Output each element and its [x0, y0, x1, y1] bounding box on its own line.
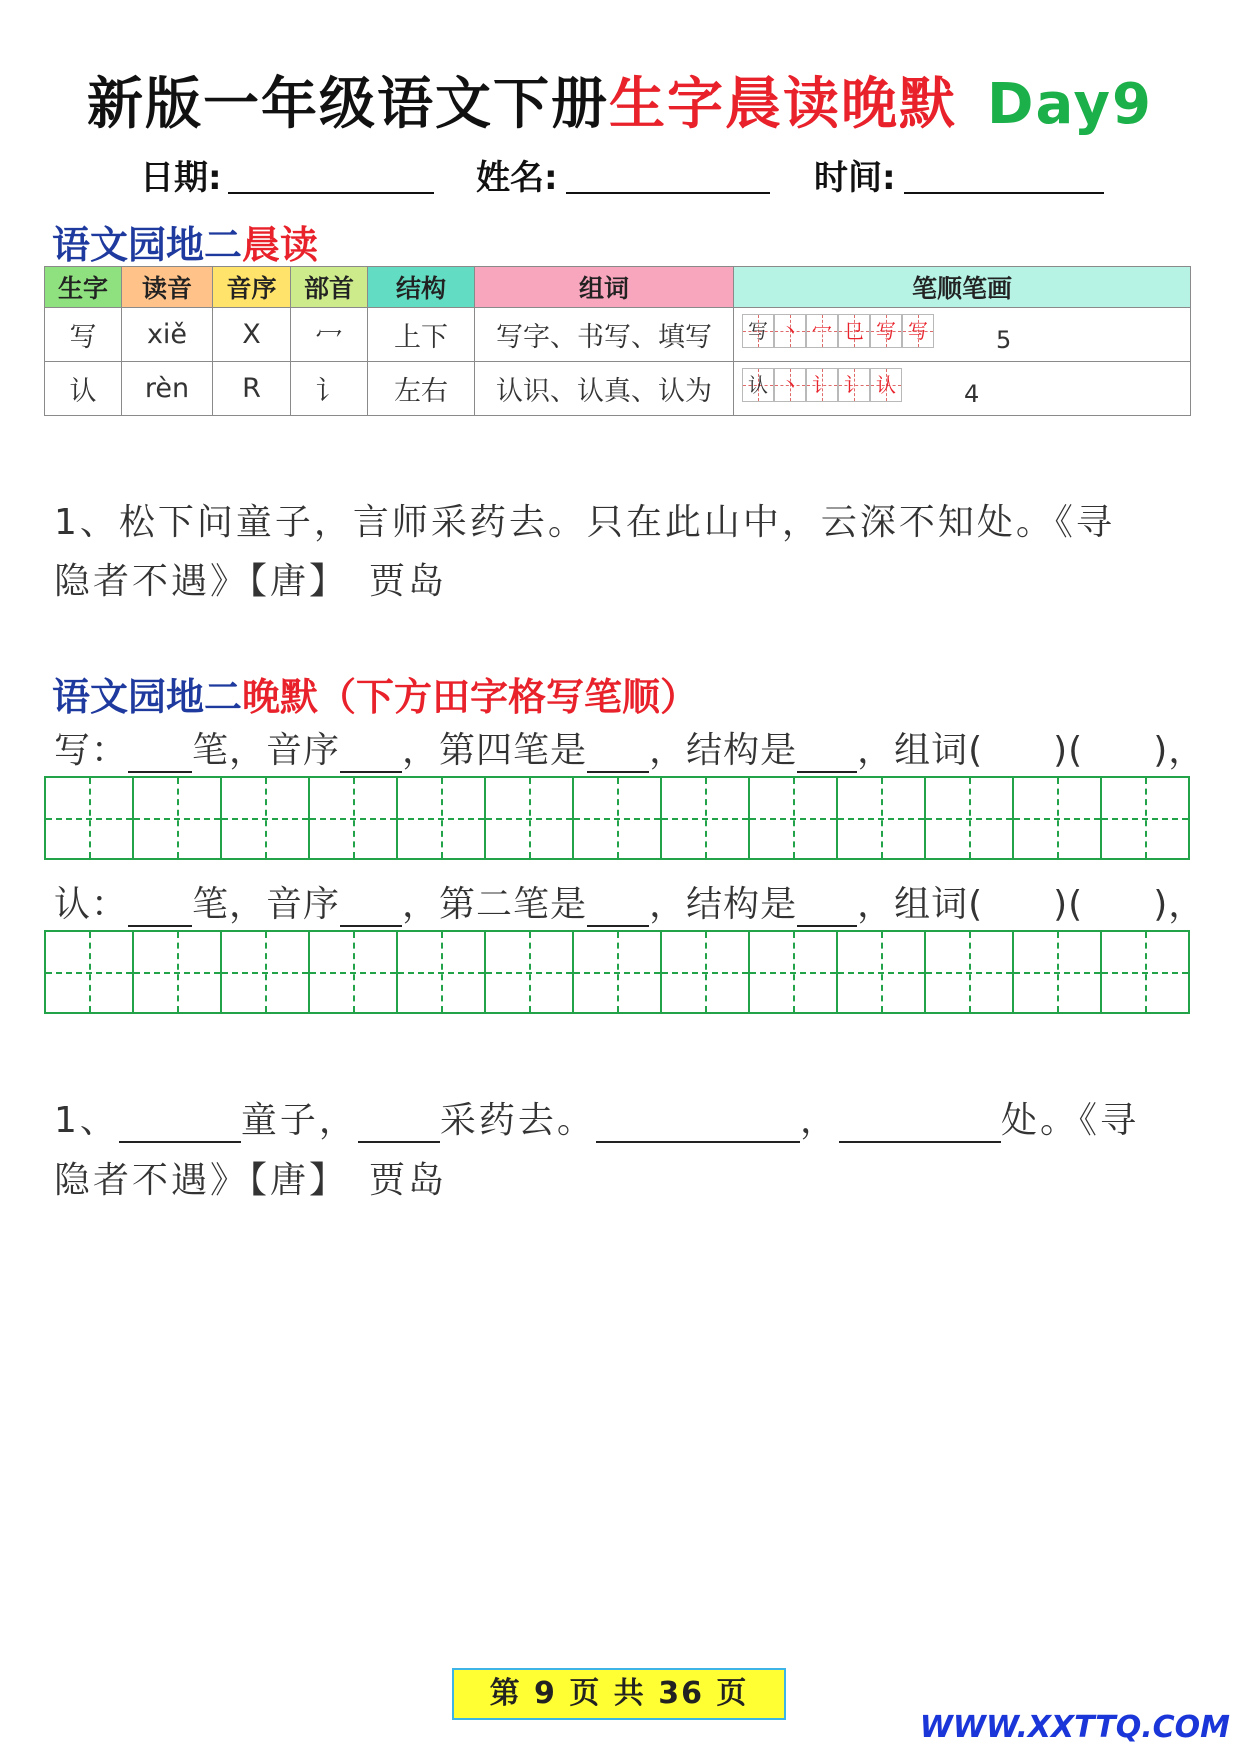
- practice-text: )，: [1153, 884, 1206, 925]
- tianzige-cell[interactable]: [838, 932, 926, 1012]
- tianzige-cell[interactable]: [662, 778, 750, 858]
- tianzige-cell[interactable]: [398, 932, 486, 1012]
- poem-line-1: 1、松下问童子，言师采药去。只在此山中，云深不知处。《寻: [54, 502, 1115, 543]
- practice-colon: ：: [91, 730, 129, 771]
- practice-text: 笔，音序: [192, 730, 341, 771]
- practice-text: ，组词(: [857, 884, 984, 925]
- site-watermark: WWW.XXTTQ.COM: [919, 1710, 1230, 1745]
- practice-text: ，第四笔是: [402, 730, 588, 771]
- table-row: [45, 308, 1191, 362]
- stroke-step: 写: [742, 314, 774, 348]
- fill-blank[interactable]: [358, 1107, 440, 1143]
- time-field[interactable]: [904, 192, 1104, 194]
- stroke-step: 丶: [774, 368, 806, 402]
- tianzige-cell[interactable]: [134, 778, 222, 858]
- radical-cell: 冖: [291, 308, 368, 362]
- tianzige-cell[interactable]: [134, 932, 222, 1012]
- date-field[interactable]: [228, 192, 434, 194]
- tianzige-cell[interactable]: [310, 932, 398, 1012]
- practice-colon: ：: [91, 884, 129, 925]
- tianzige-cell[interactable]: [926, 932, 1014, 1012]
- tianzige-cell[interactable]: [1014, 778, 1102, 858]
- stroke-step: 丶: [774, 314, 806, 348]
- evening-heading: [52, 666, 698, 721]
- tianzige-cell[interactable]: [750, 932, 838, 1012]
- name-field[interactable]: [566, 192, 770, 194]
- practice-text: )(: [1053, 730, 1084, 771]
- tianzige-cell[interactable]: [222, 932, 310, 1012]
- fill-text: 童子，: [240, 1100, 358, 1141]
- column-header: 音序: [213, 267, 291, 308]
- morning-heading: [52, 214, 318, 269]
- evening-heading-label: 晚默（下方田字格写笔顺）: [242, 675, 699, 719]
- char-cell: 写: [45, 308, 122, 362]
- stroke-count-blank[interactable]: [128, 737, 192, 773]
- fill-text: ，: [799, 1100, 839, 1141]
- tianzige-cell[interactable]: [486, 778, 574, 858]
- column-header: 组词: [475, 267, 734, 308]
- stroke-count: 4: [964, 380, 980, 408]
- fill-text: 采药去。: [439, 1100, 596, 1141]
- time-label: 时间:: [814, 158, 896, 198]
- fill-text: 1、: [54, 1100, 119, 1141]
- fill-blank[interactable]: [596, 1107, 800, 1143]
- practice-text: ，结构是: [649, 884, 798, 925]
- stroke-blank[interactable]: [587, 737, 649, 773]
- fill-poem-line-1: [54, 1092, 1139, 1143]
- stroke-step: 讠: [806, 368, 838, 402]
- tianzige-cell[interactable]: [1014, 932, 1102, 1012]
- tianzige-grid[interactable]: [44, 930, 1190, 1014]
- column-header: 笔顺笔画: [734, 267, 1191, 308]
- stroke-order-cell: [734, 362, 1191, 416]
- date-label: 日期:: [140, 158, 222, 198]
- title-day: Day9: [986, 72, 1154, 137]
- char-cell: 认: [45, 362, 122, 416]
- evening-heading-unit: 语文园地二: [52, 675, 243, 719]
- fill-blank[interactable]: [119, 1107, 241, 1143]
- stroke-boxes: [742, 362, 902, 402]
- tianzige-cell[interactable]: [662, 932, 750, 1012]
- character-table: [44, 266, 1191, 416]
- initial-cell: X: [213, 308, 291, 362]
- structure-blank[interactable]: [797, 891, 857, 927]
- stroke-blank[interactable]: [587, 891, 649, 927]
- pinyin-cell: rèn: [122, 362, 213, 416]
- tianzige-cell[interactable]: [398, 778, 486, 858]
- column-header: 部首: [291, 267, 368, 308]
- practice-text: ，第二笔是: [402, 884, 588, 925]
- practice-text: 笔，音序: [192, 884, 341, 925]
- tianzige-cell[interactable]: [486, 932, 574, 1012]
- stroke-count-blank[interactable]: [128, 891, 192, 927]
- tianzige-cell[interactable]: [574, 778, 662, 858]
- poem-line-2: 隐者不遇》【唐】 贾岛: [54, 561, 448, 602]
- table-row: [45, 362, 1191, 416]
- column-header: 生字: [45, 267, 122, 308]
- stroke-step: 认: [870, 368, 902, 402]
- tianzige-cell[interactable]: [310, 778, 398, 858]
- stroke-boxes: [742, 308, 934, 348]
- name-label: 姓名:: [476, 158, 558, 198]
- radical-cell: 讠: [291, 362, 368, 416]
- practice-char: 认: [54, 884, 92, 925]
- title-highlight: 生字晨读晚默: [608, 72, 957, 137]
- title-main: 新版一年级语文下册: [86, 72, 609, 137]
- page-title: [0, 60, 1240, 140]
- tianzige-grid[interactable]: [44, 776, 1190, 860]
- fill-blank[interactable]: [839, 1107, 1001, 1143]
- fill-text: 处。《寻: [1000, 1100, 1139, 1141]
- fill-poem-line-2: 隐者不遇》【唐】 贾岛: [54, 1160, 448, 1201]
- structure-blank[interactable]: [797, 737, 857, 773]
- column-header: 读音: [122, 267, 213, 308]
- tianzige-cell[interactable]: [222, 778, 310, 858]
- stroke-step: 认: [742, 368, 774, 402]
- structure-cell: 左右: [368, 362, 475, 416]
- practice-text: ，结构是: [649, 730, 798, 771]
- stroke-step: 讠: [838, 368, 870, 402]
- stroke-step: 㔾: [838, 314, 870, 348]
- stroke-count: 5: [996, 326, 1012, 354]
- practice-char: 写: [54, 730, 92, 771]
- tianzige-cell[interactable]: [46, 932, 134, 1012]
- tianzige-cell[interactable]: [46, 778, 134, 858]
- practice-text: )(: [1053, 884, 1084, 925]
- initial-cell: R: [213, 362, 291, 416]
- practice-text: )，: [1153, 730, 1206, 771]
- initial-blank[interactable]: [340, 891, 402, 927]
- stroke-order-cell: [734, 308, 1191, 362]
- initial-blank[interactable]: [340, 737, 402, 773]
- practice-line: [54, 722, 1205, 773]
- tianzige-cell[interactable]: [750, 778, 838, 858]
- page-number: 第 9 页 共 36 页: [452, 1668, 786, 1720]
- practice-text: ，组词(: [857, 730, 984, 771]
- structure-cell: 上下: [368, 308, 475, 362]
- tianzige-cell[interactable]: [1102, 778, 1188, 858]
- stroke-step: 写: [902, 314, 934, 348]
- stroke-step: 写: [870, 314, 902, 348]
- tianzige-cell[interactable]: [574, 932, 662, 1012]
- morning-heading-label: 晨读: [242, 223, 319, 267]
- tianzige-cell[interactable]: [1102, 932, 1188, 1012]
- morning-heading-unit: 语文园地二: [52, 223, 243, 267]
- words-cell: 写字、书写、填写: [475, 308, 734, 362]
- table-header-row: [45, 267, 1191, 308]
- pinyin-cell: xiě: [122, 308, 213, 362]
- practice-line: [54, 876, 1205, 927]
- stroke-step: 冖: [806, 314, 838, 348]
- tianzige-cell[interactable]: [838, 778, 926, 858]
- column-header: 结构: [368, 267, 475, 308]
- tianzige-cell[interactable]: [926, 778, 1014, 858]
- words-cell: 认识、认真、认为: [475, 362, 734, 416]
